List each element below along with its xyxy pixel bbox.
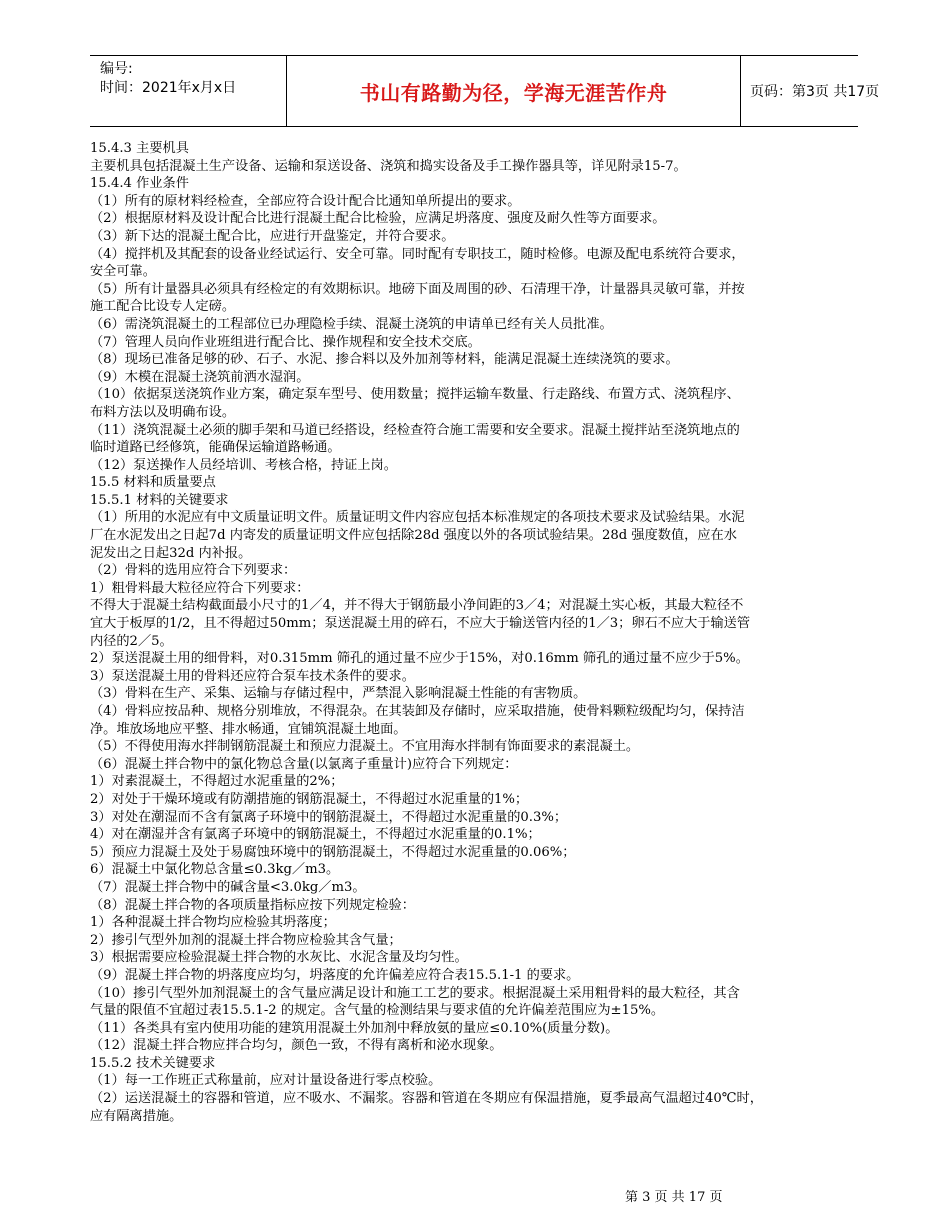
body-line: （7）管理人员向作业班组进行配合比、操作规程和安全技术交底。 (90, 334, 481, 350)
body-line: （3）新下达的混凝土配合比，应进行开盘鉴定，并符合要求。 (90, 228, 455, 244)
body-line: 厂在水泥发出之日起7d 内寄发的质量证明文件应包括除28d 强度以外的各项试验结果。28d 强度数值，应在水 (90, 528, 737, 544)
page-footer: 第 3 页 共 17 页 (625, 1190, 723, 1205)
body-line: 主要机具包括混凝土生产设备、运输和泵送设备、浇筑和捣实设备及手工操作器具等，详见附录15-7。 (90, 158, 687, 174)
body-line: （12）泵送操作人员经培训、考核合格，持证上岗。 (90, 457, 397, 473)
body-line: 3）对处在潮湿而不含有氯离子环境中的钢筋混凝土，不得超过水泥重量的0.3%； (90, 809, 568, 825)
body-line: （10）掺引气型外加剂混凝土的含气量应满足设计和施工工艺的要求。根据混凝土采用粗骨料的最大粒径，其含 (90, 985, 740, 1001)
body-line: （7）混凝土拌合物中的碱含量<3.0kg／m3。 (90, 879, 366, 895)
body-line: 6）混凝土中氯化物总含量≤0.3kg／m3。 (90, 862, 340, 878)
body-line: 3）泵送混凝土用的骨料还应符合泵车技术条件的要求。 (90, 668, 415, 684)
body-line: 临时道路已经修筑，能确保运输道路畅通。 (90, 440, 341, 456)
body-line: 15.5.2 技术关键要求 (90, 1055, 216, 1071)
body-line: （11）浇筑混凝土必须的脚手架和马道已经搭设，经检查符合施工需要和安全要求。混凝土搅拌站至浇筑地点的 (90, 422, 740, 438)
header-page-cell (740, 56, 880, 126)
body-line: （2）运送混凝土的容器和管道，应不吸水、不漏浆。容器和管道在冬期应有保温措施，夏季最高气温超过40℃时， (90, 1091, 763, 1107)
body-line: 15.4.3 主要机具 (90, 141, 189, 156)
body-line: （12）混凝土拌合物应拌合均匀，颜色一致，不得有离析和泌水现象。 (90, 1038, 503, 1054)
body-line: （8）混凝土拌合物的各项质量指标应按下列规定检验： (90, 897, 415, 913)
body-line: 5）预应力混凝土及处于易腐蚀环境中的钢筋混凝土，不得超过水泥重量的0.06%； (90, 844, 576, 860)
body-line: （3）骨料在生产、采集、运输与存储过程中，严禁混入影响混凝土性能的有害物质。 (90, 686, 587, 702)
body-line: （11）各类具有室内使用功能的建筑用混凝土外加剂中释放氨的量应≤0.10%(质量分数)。 (90, 1020, 619, 1036)
body-line: 3）根据需要应检验混凝土拌合物的水灰比、水泥含量及均匀性。 (90, 950, 468, 966)
body-line: （1）所有的原材料经检查，全部应符合设计配合比通知单所提出的要求。 (90, 193, 521, 209)
body-line: （6）需浇筑混凝土的工程部位已办理隐检手续、混凝土浇筑的申请单已经有关人员批准。 (90, 316, 613, 332)
body-line: 气量的限值不宜超过表15.5.1-2 的规定。含气量的检测结果与要求值的允许偏差范围应为±15%。 (90, 1003, 665, 1019)
motto: 书山有路勤为径，学海无涯苦作舟 (359, 80, 668, 105)
body-line: 应有隔离措施。 (90, 1108, 183, 1124)
body-line: （4）骨料应按品种、规格分别堆放，不得混杂。在其装卸及存储时，应采取措施，使骨料颗粒级配均匀，保持洁 (90, 704, 745, 719)
body-line: （8）现场已准备足够的砂、石子、水泥、掺合料以及外加剂等材料，能满足混凝土连续浇筑的要求。 (90, 352, 679, 368)
body-line: （9）木模在混凝土浇筑前洒水湿润。 (90, 369, 310, 385)
header-page-info: 页码：第3页 共17页 (750, 84, 880, 100)
body-line: 净。堆放场地应平整、排水畅通，宜铺筑混凝土地面。 (90, 721, 407, 737)
serial-label: 编号: (100, 61, 133, 77)
body-line: 不得大于混凝土结构截面最小尺寸的1／4，并不得大于钢筋最小净间距的3／4；对混凝土实心板，其最大粒径不 (90, 598, 744, 614)
body-line: 1）各种混凝土拌合物均应检验其坍落度； (90, 915, 336, 931)
body-line: （2）根据原材料及设计配合比进行混凝土配合比检验，应满足坍落度、强度及耐久性等方面要求。 (90, 211, 666, 227)
header-motto-cell (286, 56, 741, 126)
body-line: 布料方法以及明确布设。 (90, 404, 236, 420)
time-label: 时间：2021年x月x日 (100, 80, 237, 96)
body-line: （2）骨料的选用应符合下列要求： (90, 563, 297, 579)
body-line: 1）粗骨料最大粒径应符合下列要求： (90, 580, 310, 596)
body-line: （5）不得使用海水拌制钢筋混凝土和预应力混凝土。不宜用海水拌制有饰面要求的素混凝土。 (90, 739, 640, 755)
body-line: 15.5.1 材料的关键要求 (90, 492, 229, 508)
body-line: （10）依据泵送浇筑作业方案，确定泵车型号、使用数量；搅拌运输车数量、行走路线、布置方式、浇筑程序、 (90, 387, 740, 403)
body-line: 15.5 材料和质量要点 (90, 475, 216, 491)
body-line: 宜大于板厚的1/2，且不得超过50mm；泵送混凝土用的碎石，不应大于输送管内径的1／3；卵石不应大于输送管 (90, 616, 751, 632)
body-line: 2）对处于干燥环境或有防潮措施的钢筋混凝土，不得超过水泥重量的1%； (90, 791, 529, 807)
body-line: （1）所用的水泥应有中文质量证明文件。质量证明文件内容应包括本标准规定的各项技术要求及试验结果。水泥 (90, 510, 745, 526)
body-line: 2）泵送混凝土用的细骨料，对0.315mm 筛孔的通过量不应少于15%，对0.16mm 筛孔的通过量不应少于5%。 (90, 651, 749, 667)
body-line: 1）对素混凝土，不得超过水泥重量的2%； (90, 774, 344, 790)
body-line: 泥发出之日起32d 内补报。 (90, 545, 252, 561)
page-header (90, 55, 880, 127)
body-line: （9）混凝土拌合物的坍落度应均匀，坍落度的允许偏差应符合表15.5.1-1 的要求。 (90, 967, 580, 983)
body-line: 15.4.4 作业条件 (90, 176, 189, 192)
body-line: 4）对在潮湿并含有氯离子环境中的钢筋混凝土，不得超过水泥重量的0.1%； (90, 827, 541, 843)
header-meta (90, 56, 286, 126)
body-line: （1）每一工作班正式称量前，应对计量设备进行零点校验。 (90, 1073, 442, 1089)
document-body (90, 140, 860, 1125)
body-line: 安全可靠。 (90, 264, 156, 280)
body-line: （6）混凝土拌合物中的氯化物总含量(以氯离子重量计)应符合下列规定： (90, 756, 518, 772)
body-line: 施工配合比设专人定磅。 (90, 299, 236, 315)
body-line: （4）搅拌机及其配套的设备业经试运行、安全可靠。同时配有专职技工，随时检修。电源及配电系统符合要求， (90, 246, 745, 262)
body-line: 内径的2／5。 (90, 633, 173, 649)
body-line: 2）掺引气型外加剂的混凝土拌合物应检验其含气量； (90, 932, 402, 948)
body-line: （5）所有计量器具必须具有经检定的有效期标识。地磅下面及周围的砂、石清理干净，计量器具灵敏可靠，并按 (90, 281, 745, 297)
